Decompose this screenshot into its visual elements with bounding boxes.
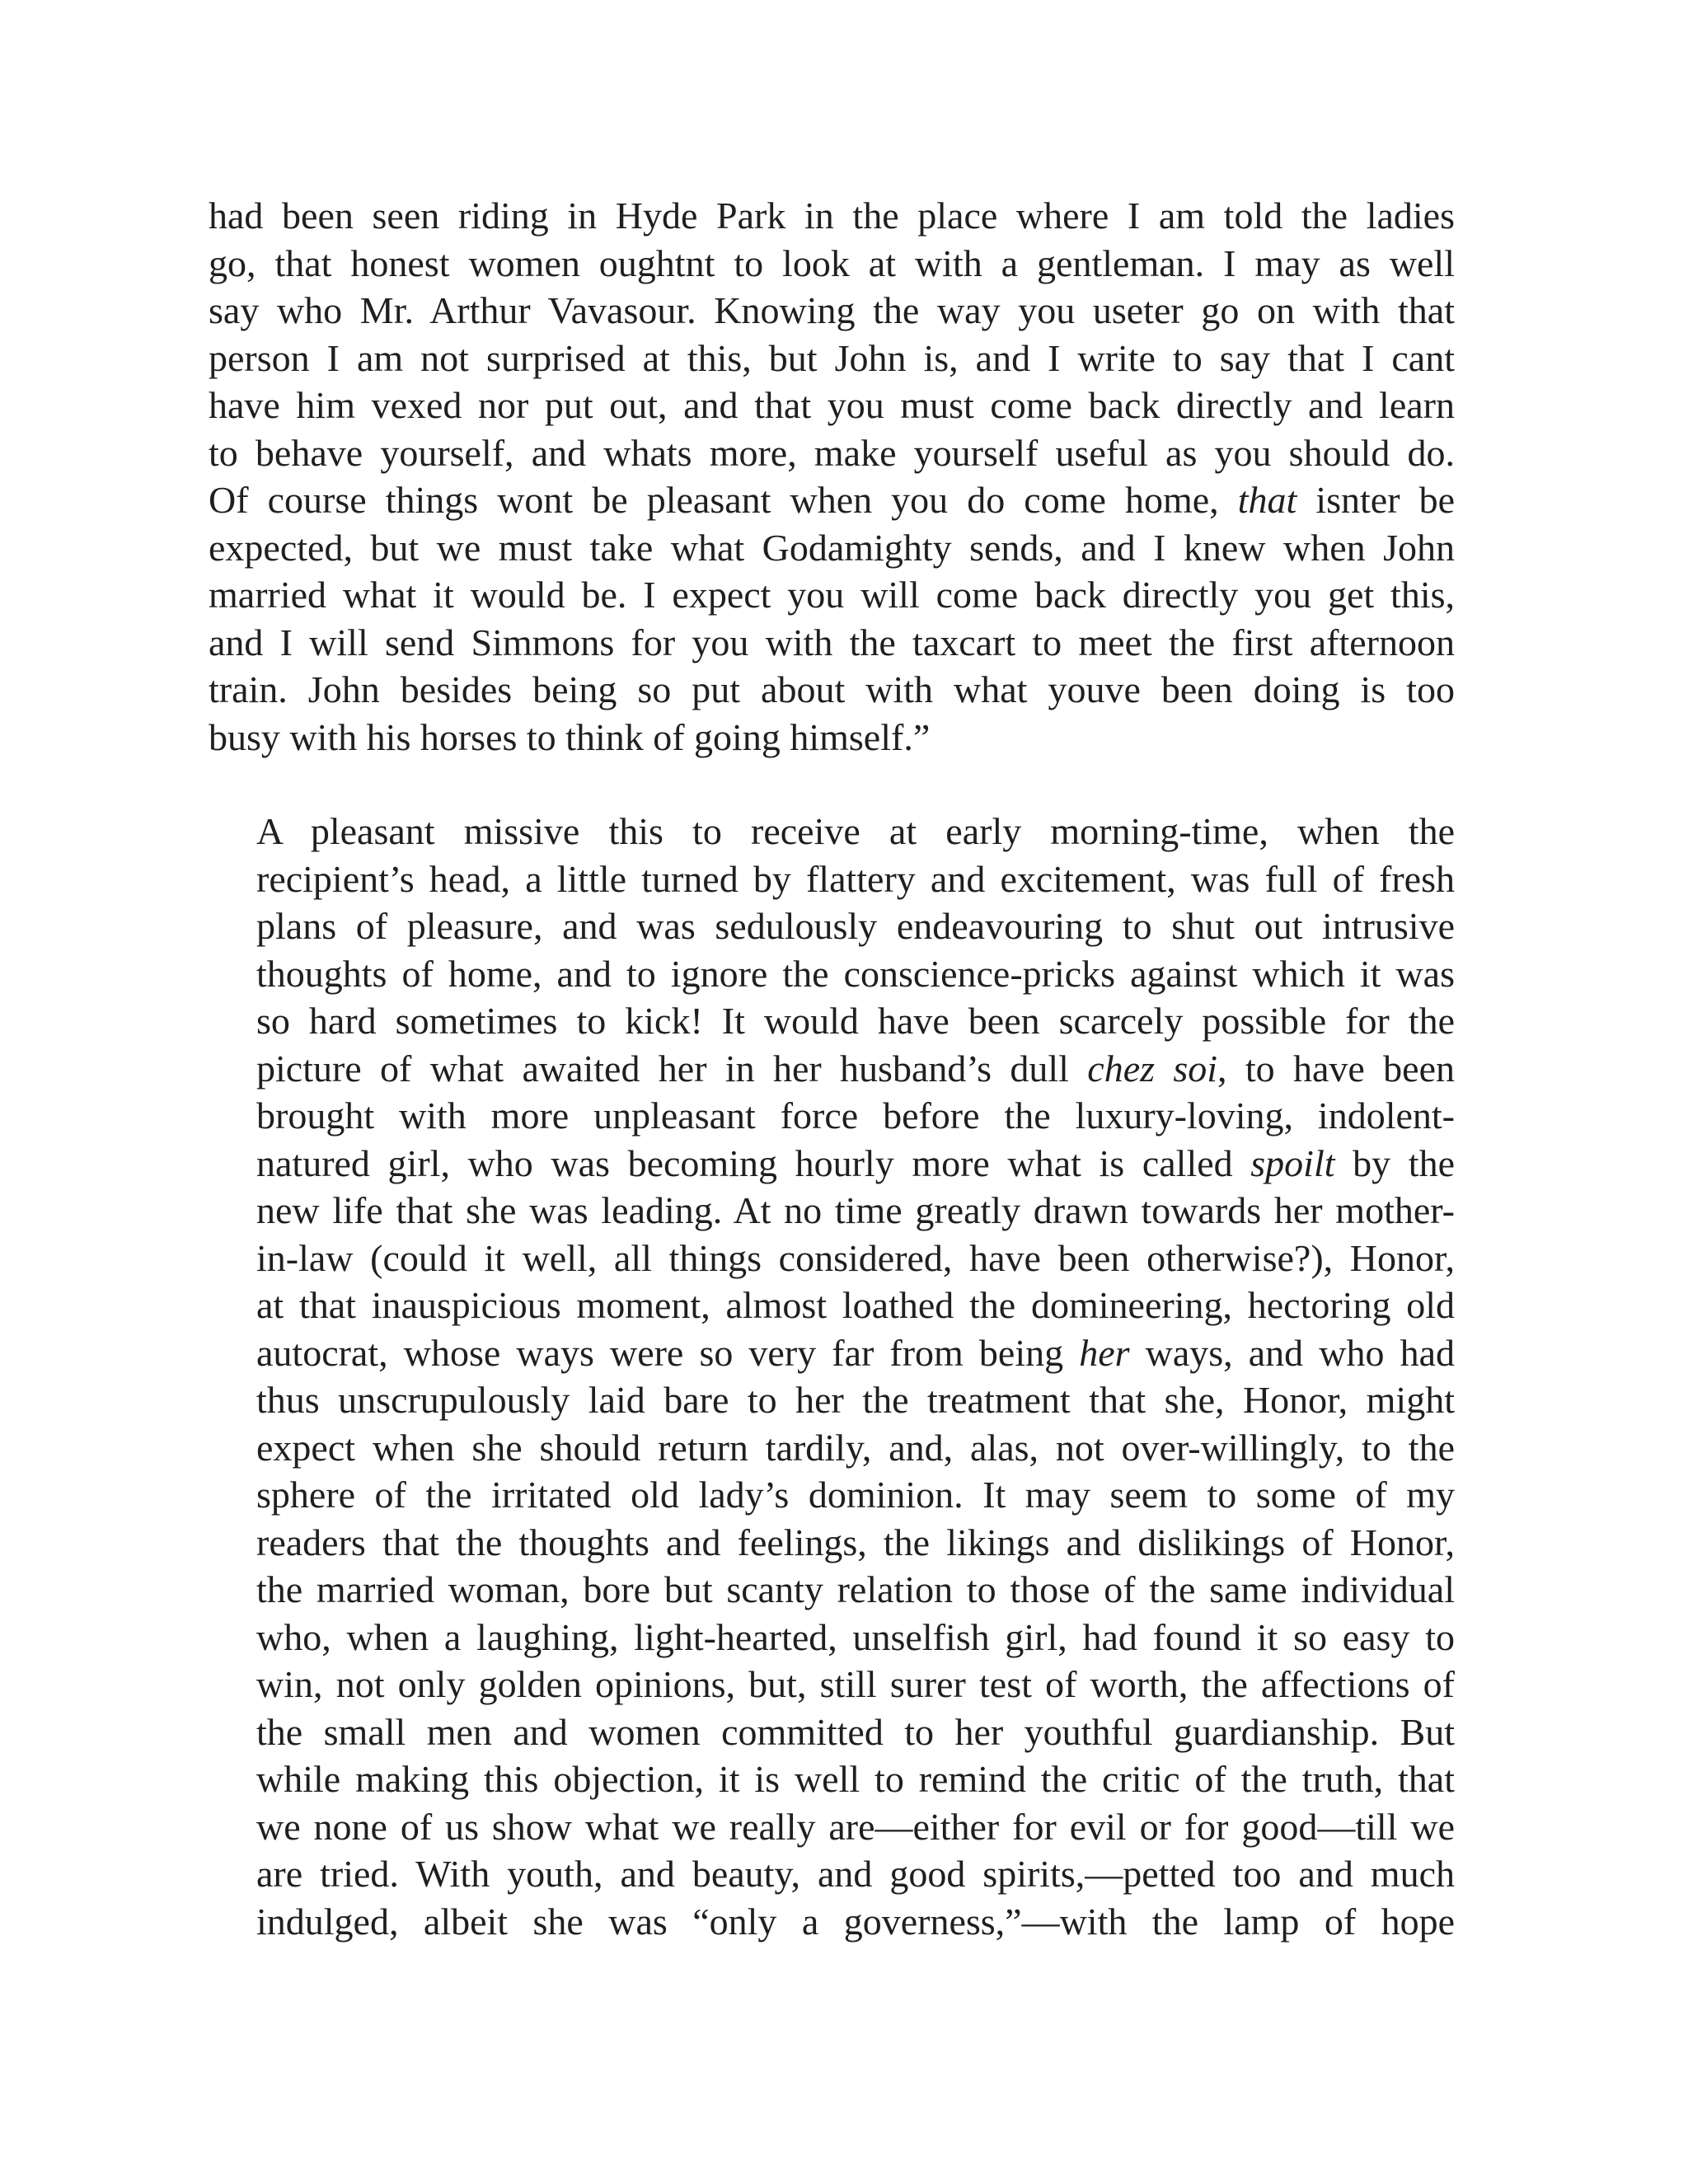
text-segment: indulged, albeit she was “only a governess,”—with the lamp of hope (256, 1900, 1455, 1943)
text-line (209, 1282, 1455, 1329)
text-line (209, 1140, 1455, 1188)
text-line (209, 1376, 1455, 1424)
text-segment: win, not only golden opinions, but, still surer test of worth, the affections of (256, 1663, 1455, 1705)
text-segment: so hard sometimes to kick! It would have been scarcely possible for the (256, 1000, 1455, 1042)
text-line (209, 1850, 1455, 1898)
text-line (209, 429, 1455, 477)
text-segment: expected, but we must take what Godamighty sends, and I knew when John (209, 526, 1455, 569)
text-segment: thoughts of home, and to ignore the conscience-pricks against which it was (256, 952, 1455, 995)
text-line (209, 1708, 1455, 1756)
text-segment: recipient’s head, a little turned by flattery and excitement, was full of fresh (256, 857, 1455, 900)
text-line (209, 382, 1455, 429)
paragraph (209, 192, 1455, 761)
text-segment: in-law (could it well, all things considered, have been otherwise?), Honor, (256, 1236, 1455, 1279)
text-line (209, 1755, 1455, 1803)
text-line (209, 855, 1455, 903)
text-line (209, 1661, 1455, 1708)
text-line (209, 524, 1455, 572)
text-segment: plans of pleasure, and was sedulously endeavouring to shut out intrusive (256, 905, 1455, 947)
text-segment: thus unscrupulously laid bare to her the treatment that she, Honor, might (256, 1379, 1455, 1421)
text-line (209, 1092, 1455, 1140)
text-segment: train. John besides being so put about with what youve been doing is too (209, 668, 1455, 710)
italic-text: chez soi (1087, 1047, 1218, 1090)
text-segment: autocrat, whose ways were so very far from being (256, 1331, 1080, 1374)
text-line (209, 666, 1455, 714)
text-line (209, 1803, 1455, 1851)
text-line (209, 1235, 1455, 1282)
text-segment: readers that the thoughts and feelings, the likings and dislikings of Honor, (256, 1521, 1455, 1563)
text-line (209, 476, 1455, 524)
text-line (209, 571, 1455, 619)
text-line (209, 902, 1455, 950)
text-line (209, 997, 1455, 1045)
text-line (209, 1187, 1455, 1235)
text-line (209, 808, 1455, 855)
text-line (209, 1898, 1455, 1946)
text-line (209, 240, 1455, 288)
text-line (209, 192, 1455, 240)
text-segment: to behave yourself, and whats more, make yourself useful as you should do. (209, 431, 1455, 474)
text-segment: busy with his horses to think of going himself.” (209, 715, 931, 758)
text-segment: A pleasant missive this to receive at early morning-time, when the (256, 810, 1455, 852)
text-segment: picture of what awaited her in her husband’s dull (256, 1047, 1088, 1090)
text-segment: say who Mr. Arthur Vavasour. Knowing the way you useter go on with that (209, 289, 1455, 331)
text-segment: ways, and who had (1129, 1331, 1456, 1374)
text-segment: who, when a laughing, light-hearted, unselfish girl, had found it so easy to (256, 1615, 1455, 1658)
text-segment: isnter be (1296, 479, 1455, 521)
text-line (209, 714, 1455, 762)
text-segment: go, that honest women oughtnt to look at with a gentleman. I may as well (209, 241, 1455, 284)
text-segment: had been seen riding in Hyde Park in the place where I am told the ladies (209, 194, 1455, 237)
text-segment: person I am not surprised at this, but John is, and I write to say that I cant (209, 336, 1455, 379)
text-line (209, 287, 1455, 335)
text-segment: we none of us show what we really are—either for evil or for good—till we (256, 1805, 1455, 1848)
text-segment: sphere of the irritated old lady’s dominion. It may seem to some of my (256, 1474, 1455, 1516)
text-line (209, 1329, 1455, 1377)
italic-text: spoilt (1250, 1141, 1335, 1184)
text-segment: and I will send Simmons for you with the taxcart to meet the first afternoon (209, 621, 1455, 663)
text-line (209, 619, 1455, 667)
page-body (209, 192, 1455, 1945)
text-segment: at that inauspicious moment, almost loathed the domineering, hectoring old (256, 1284, 1455, 1326)
italic-text: that (1237, 479, 1297, 521)
text-segment: , to have been (1217, 1047, 1455, 1090)
text-segment: Of course things wont be pleasant when you do come home, (209, 479, 1238, 521)
text-line (209, 1566, 1455, 1614)
text-segment: while making this objection, it is well to remind the critic of the truth, that (256, 1758, 1455, 1800)
text-segment: are tried. With youth, and beauty, and good spirits,—petted too and much (256, 1853, 1455, 1895)
text-line (209, 1045, 1455, 1093)
text-line (209, 1424, 1455, 1472)
text-segment: by the (1334, 1141, 1455, 1184)
text-segment: the married woman, bore but scanty relation to those of the same individual (256, 1568, 1455, 1610)
paragraph (209, 808, 1455, 1945)
text-line (209, 1519, 1455, 1567)
text-line (209, 1471, 1455, 1519)
text-segment: have him vexed nor put out, and that you must come back directly and learn (209, 384, 1455, 426)
text-segment: expect when she should return tardily, and, alas, not over-willingly, to the (256, 1426, 1455, 1469)
text-segment: natured girl, who was becoming hourly more what is called (256, 1141, 1251, 1184)
italic-text: her (1079, 1331, 1130, 1374)
text-segment: brought with more unpleasant force before the luxury-loving, indolent- (256, 1094, 1455, 1137)
text-line (209, 950, 1455, 998)
text-segment: the small men and women committed to her youthful guardianship. But (256, 1710, 1455, 1753)
text-line (209, 335, 1455, 382)
text-segment: married what it would be. I expect you will come back directly you get this, (209, 574, 1455, 616)
text-segment: new life that she was leading. At no time greatly drawn towards her mother- (256, 1189, 1455, 1231)
text-line (209, 1614, 1455, 1661)
